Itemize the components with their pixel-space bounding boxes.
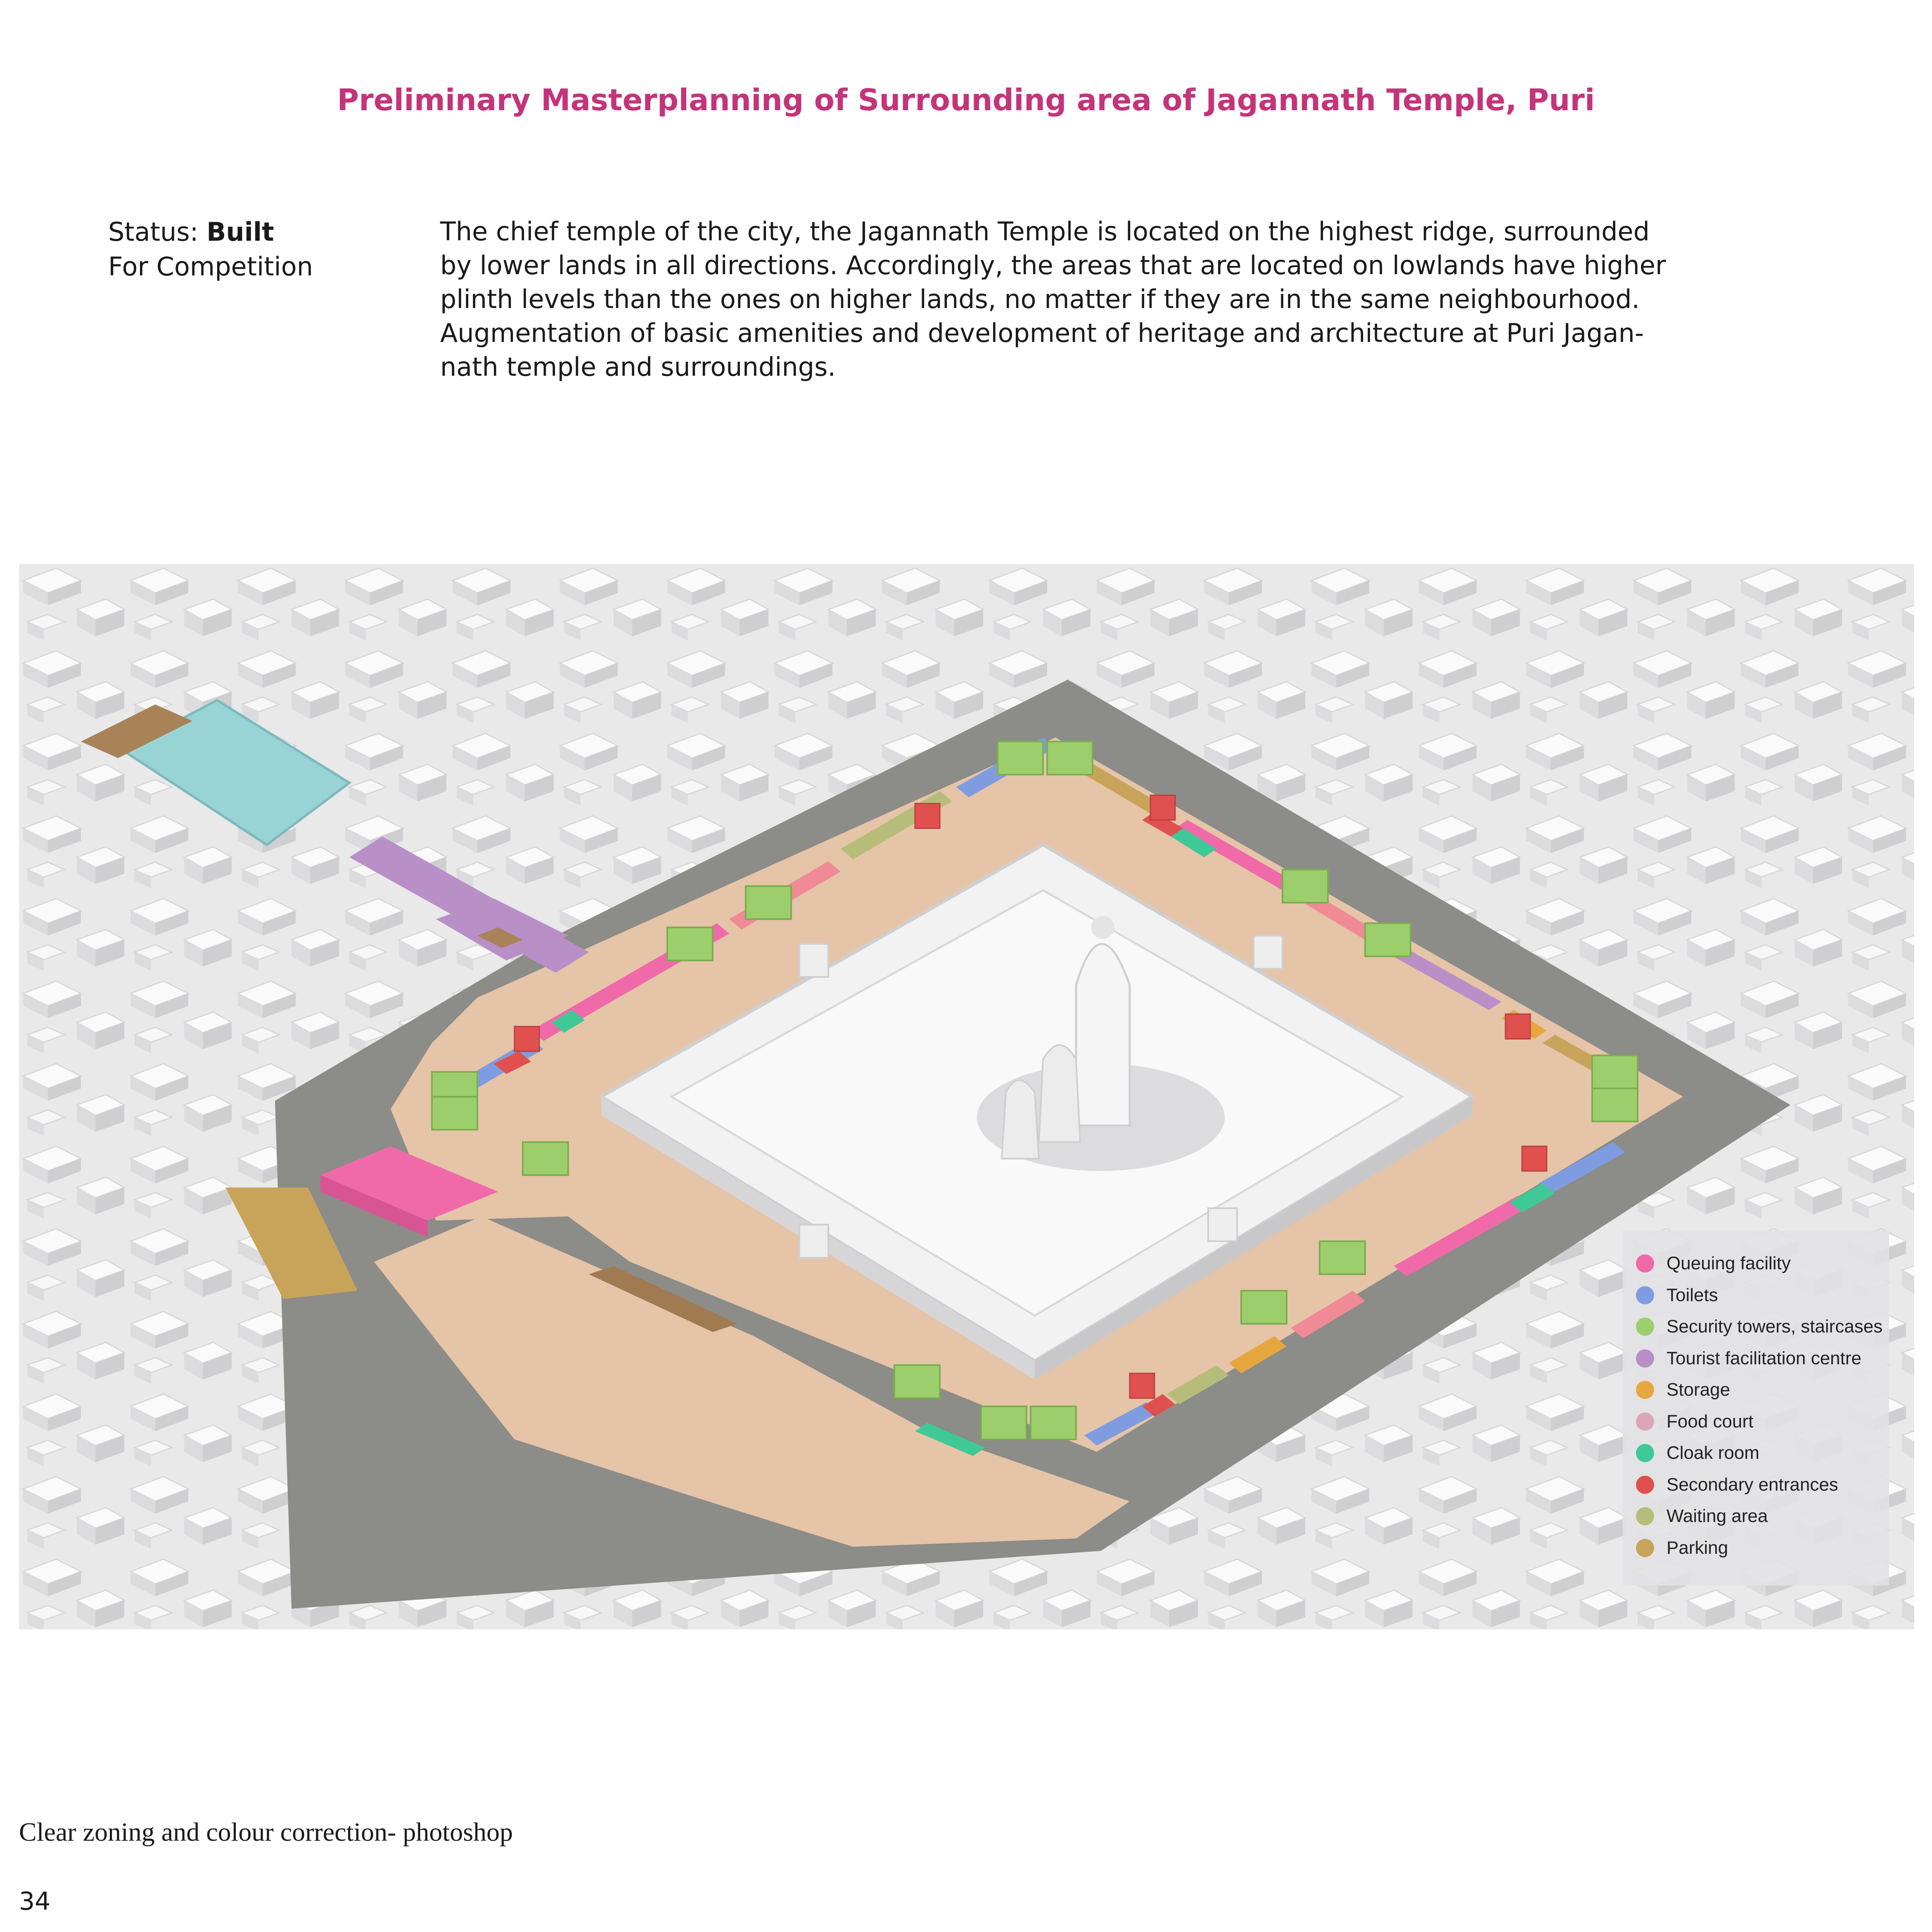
image-caption: Clear zoning and colour correction- photoshop	[19, 1817, 513, 1847]
legend-label: Storage	[1666, 1380, 1731, 1400]
legend-item-parking	[1636, 1532, 1889, 1564]
legend-swatch	[1636, 1254, 1654, 1273]
legend-label: Waiting area	[1666, 1506, 1768, 1527]
legend-swatch	[1636, 1286, 1654, 1304]
zoning-legend	[1623, 1230, 1889, 1586]
status-subtitle: For Competition	[108, 251, 313, 282]
legend-item-toilets	[1636, 1280, 1889, 1311]
legend-label: Parking	[1666, 1537, 1728, 1558]
legend-item-cloak-room	[1636, 1437, 1889, 1469]
legend-item-queuing	[1636, 1248, 1889, 1280]
legend-swatch	[1636, 1381, 1654, 1399]
legend-item-tourist	[1636, 1343, 1889, 1375]
legend-item-waiting-area	[1636, 1501, 1889, 1532]
legend-label: Security towers, staircases	[1666, 1316, 1883, 1337]
legend-label: Food court	[1666, 1411, 1754, 1432]
gate-north	[1254, 936, 1282, 969]
legend-item-storage	[1636, 1374, 1889, 1406]
legend-label: Tourist facilitation centre	[1666, 1348, 1861, 1368]
gate-south	[799, 1225, 828, 1258]
gate-east	[1208, 1208, 1237, 1241]
legend-swatch	[1636, 1413, 1654, 1431]
legend-label: Toilets	[1666, 1285, 1718, 1305]
legend-swatch	[1636, 1318, 1654, 1336]
project-description	[440, 215, 1778, 384]
page-number: 34	[19, 1887, 51, 1916]
legend-label: Cloak room	[1666, 1443, 1759, 1463]
legend-swatch	[1636, 1444, 1654, 1462]
gate-west	[799, 944, 828, 977]
legend-swatch	[1636, 1539, 1654, 1557]
description-line: Augmentation of basic amenities and development of heritage and architecture at Puri Jagan-	[440, 318, 1644, 348]
masterplan-render	[19, 564, 1914, 1629]
description-line: The chief temple of the city, the Jagannath Temple is located on the highest ridge, surrounded	[440, 216, 1650, 247]
legend-swatch	[1636, 1349, 1654, 1368]
description-line: plinth levels than the ones on higher lands, no matter if they are in the same neighbourhood.	[440, 284, 1640, 314]
legend-swatch	[1636, 1507, 1654, 1525]
legend-item-secondary-entrances	[1636, 1469, 1889, 1501]
status-label: Status:	[108, 217, 199, 247]
description-line: by lower lands in all directions. Accordingly, the areas that are located on lowlands have higher	[440, 250, 1666, 280]
description-line: nath temple and surroundings.	[440, 352, 836, 382]
project-status	[108, 215, 313, 284]
status-value: Built	[206, 217, 274, 247]
legend-label: Queuing facility	[1666, 1253, 1791, 1274]
legend-item-security	[1636, 1311, 1889, 1343]
legend-label: Secondary entrances	[1666, 1474, 1838, 1495]
page-title: Preliminary Masterplanning of Surrounding area of Jagannath Temple, Puri	[337, 83, 1595, 117]
legend-item-food-court	[1636, 1406, 1889, 1438]
legend-swatch	[1636, 1476, 1654, 1494]
